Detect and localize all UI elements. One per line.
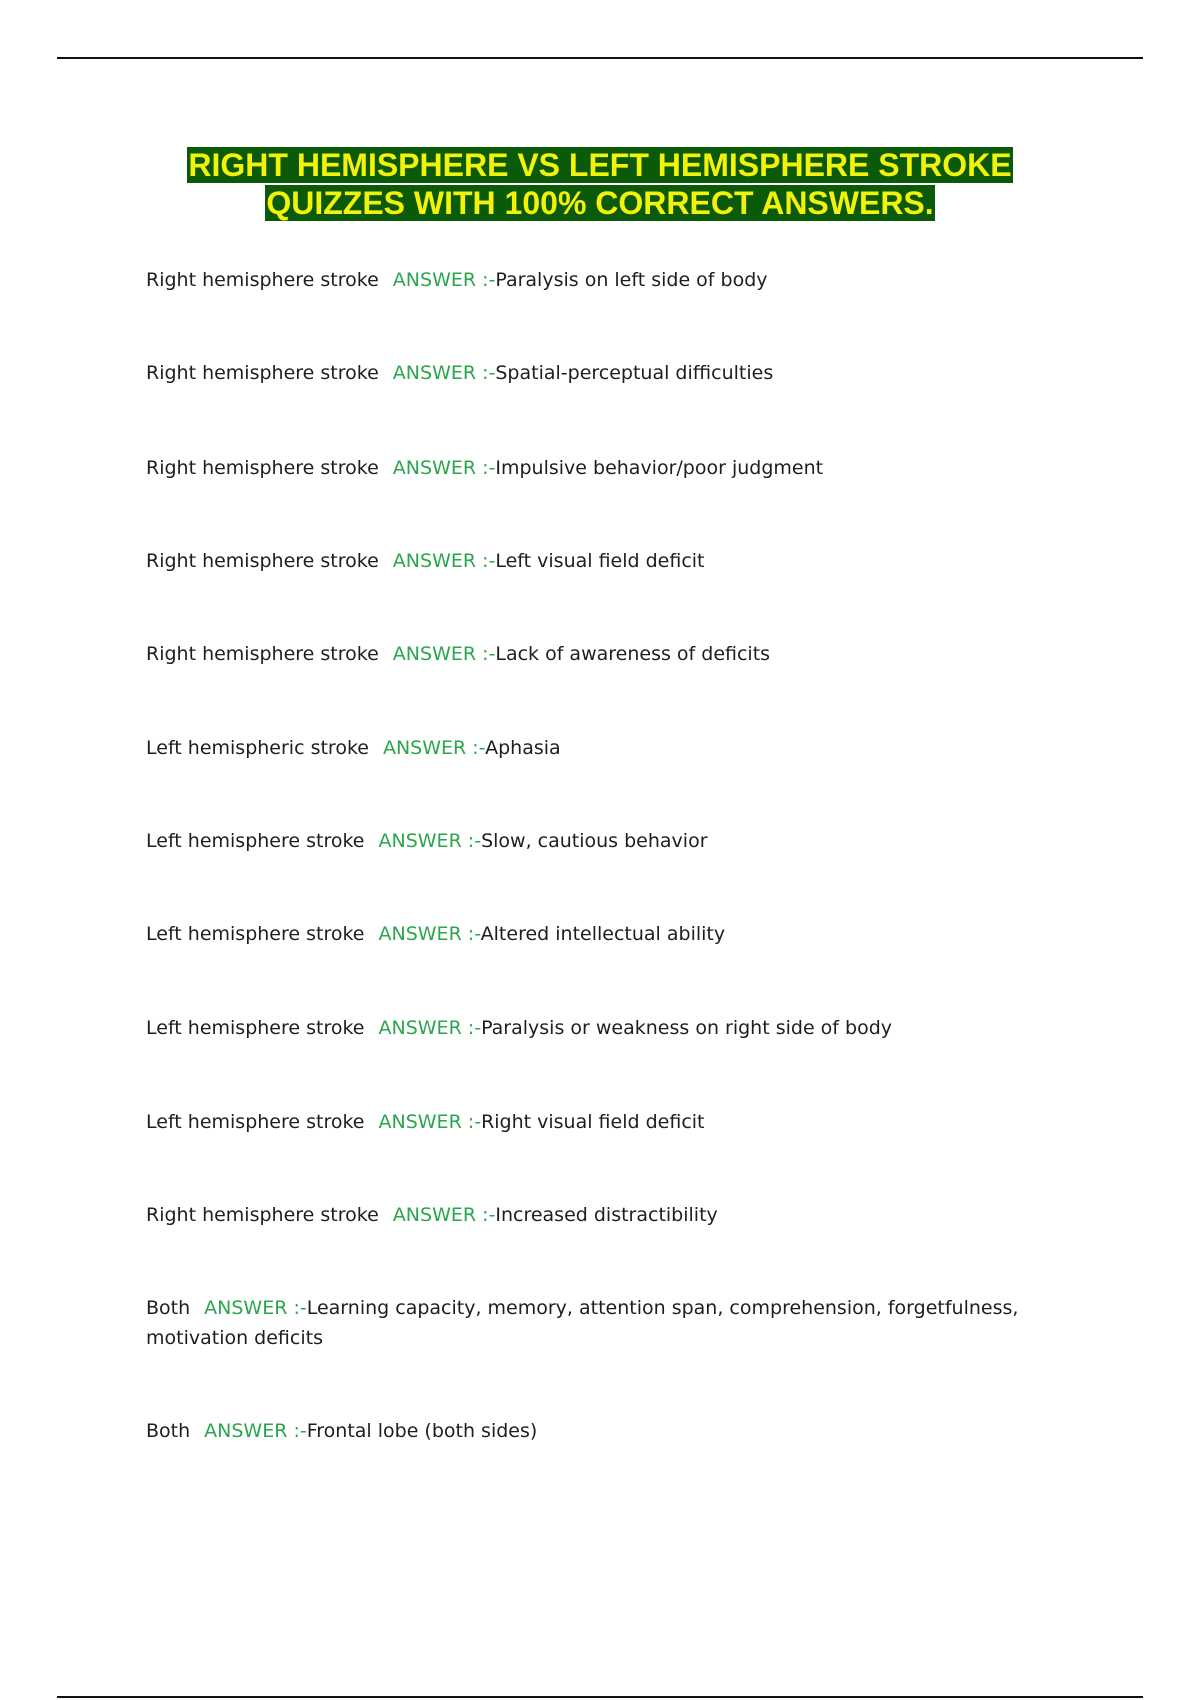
qa-question: Right hemisphere stroke bbox=[146, 1204, 379, 1226]
qa-question: Left hemisphere stroke bbox=[146, 1111, 365, 1133]
qa-answer: Paralysis on left side of body bbox=[495, 269, 768, 291]
answer-label: ANSWER :- bbox=[392, 269, 496, 291]
title-line-2: QUIZZES WITH 100% CORRECT ANSWERS. bbox=[266, 185, 934, 221]
qa-question: Both bbox=[146, 1297, 191, 1319]
answer-label: ANSWER :- bbox=[392, 457, 496, 479]
answer-label: ANSWER :- bbox=[392, 1204, 496, 1226]
qa-answer: Frontal lobe (both sides) bbox=[306, 1420, 538, 1442]
qa-item bbox=[146, 1293, 1096, 1353]
qa-item bbox=[146, 639, 1096, 669]
qa-answer: Altered intellectual ability bbox=[480, 923, 726, 945]
qa-question: Right hemisphere stroke bbox=[146, 269, 379, 291]
qa-item bbox=[146, 265, 1096, 295]
qa-item bbox=[146, 826, 1096, 856]
top-rule bbox=[57, 57, 1143, 59]
qa-item bbox=[146, 1416, 1096, 1446]
qa-question: Left hemispheric stroke bbox=[146, 737, 369, 759]
answer-label: ANSWER :- bbox=[378, 1111, 482, 1133]
answer-label: ANSWER :- bbox=[392, 643, 496, 665]
qa-answer: Lack of awareness of deficits bbox=[495, 643, 771, 665]
qa-answer: Impulsive behavior/poor judgment bbox=[495, 457, 824, 479]
qa-item bbox=[146, 453, 1096, 483]
qa-question: Both bbox=[146, 1420, 191, 1442]
qa-question: Right hemisphere stroke bbox=[146, 643, 379, 665]
answer-label: ANSWER :- bbox=[378, 1017, 482, 1039]
qa-question: Right hemisphere stroke bbox=[146, 550, 379, 572]
answer-label: ANSWER :- bbox=[378, 923, 481, 945]
qa-answer: Spatial-perceptual difficulties bbox=[495, 362, 774, 384]
qa-answer: Slow, cautious behavior bbox=[481, 830, 708, 852]
qa-answer: Paralysis or weakness on right side of body bbox=[481, 1017, 893, 1039]
qa-question: Left hemisphere stroke bbox=[146, 1017, 365, 1039]
qa-answer: Left visual field deficit bbox=[495, 550, 705, 572]
qa-answer: Learning capacity, memory, attention span, comprehension, forgetfulness, motivation deficits bbox=[146, 1297, 1019, 1349]
qa-item bbox=[146, 733, 1096, 763]
qa-question: Left hemisphere stroke bbox=[146, 923, 365, 945]
answer-label: ANSWER :- bbox=[392, 362, 496, 384]
bottom-rule bbox=[57, 1696, 1143, 1698]
answer-label: ANSWER :- bbox=[392, 550, 496, 572]
qa-question: Left hemisphere stroke bbox=[146, 830, 365, 852]
qa-item bbox=[146, 546, 1096, 576]
qa-item bbox=[146, 1013, 1096, 1043]
answer-label: ANSWER :- bbox=[382, 737, 486, 759]
answer-label: ANSWER :- bbox=[204, 1297, 307, 1319]
qa-item bbox=[146, 919, 1096, 949]
qa-question: Right hemisphere stroke bbox=[146, 362, 379, 384]
qa-item bbox=[146, 358, 1096, 388]
qa-question: Right hemisphere stroke bbox=[146, 457, 379, 479]
qa-answer: Increased distractibility bbox=[495, 1204, 718, 1226]
qa-answer: Right visual field deficit bbox=[481, 1111, 705, 1133]
qa-item bbox=[146, 1107, 1096, 1137]
answer-label: ANSWER :- bbox=[204, 1420, 307, 1442]
title-line-1: RIGHT HEMISPHERE VS LEFT HEMISPHERE STROKE bbox=[188, 147, 1012, 183]
answer-label: ANSWER :- bbox=[378, 830, 482, 852]
qa-answer: Aphasia bbox=[485, 737, 561, 759]
qa-item bbox=[146, 1200, 1096, 1230]
document-title bbox=[0, 146, 1200, 222]
